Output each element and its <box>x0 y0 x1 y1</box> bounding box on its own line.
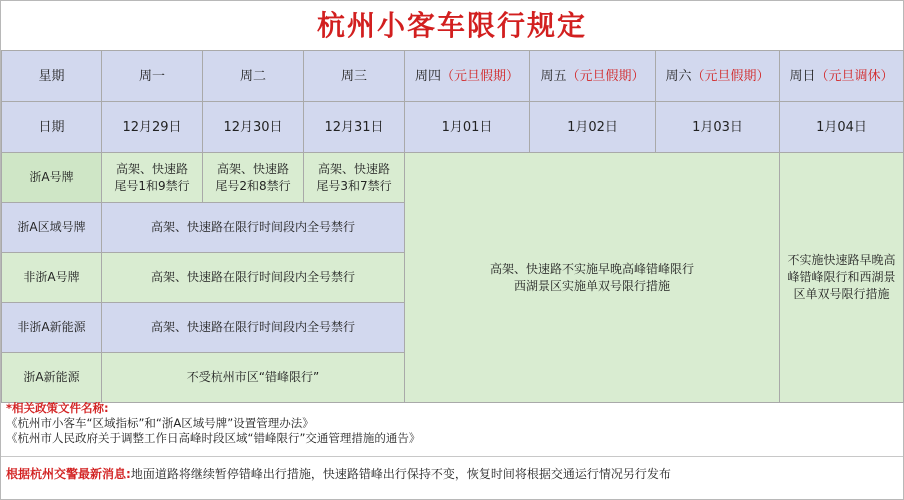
date-cell: 1月02日 <box>530 102 656 153</box>
zhe-a-nev-rule: 不受杭州市区“错峰限行” <box>102 353 405 403</box>
date-cell: 1月04日 <box>780 102 904 153</box>
weekday-wed: 周三 <box>304 51 405 102</box>
latest-news <box>6 466 896 482</box>
zhe-a-region-rule: 高架、快速路在限行时间段内全号禁行 <box>102 203 405 253</box>
divider <box>1 456 903 457</box>
holiday-rule-block: 高架、快速路不实施早晚高峰错峰限行 西湖景区实施单双号限行措施 <box>405 153 780 403</box>
date-cell: 12月30日 <box>203 102 304 153</box>
non-zhe-a-nev-rule: 高架、快速路在限行时间段内全号禁行 <box>102 303 405 353</box>
zhe-a-region-label: 浙A区域号牌 <box>2 203 102 253</box>
zhe-a-row <box>2 153 904 203</box>
weekday-mon: 周一 <box>102 51 203 102</box>
zhe-a-nev-label: 浙A新能源 <box>2 353 102 403</box>
policy-document-item: 《杭州市小客车“区域指标”和“浙A区域号牌”设置管理办法》 <box>6 416 314 430</box>
date-cell: 1月03日 <box>656 102 780 153</box>
weekday-sat: 周六（元旦假期） <box>656 51 780 102</box>
date-label: 日期 <box>2 102 102 153</box>
policy-notes <box>6 401 896 446</box>
latest-news-heading: 根据杭州交警最新消息: <box>6 467 131 481</box>
non-zhe-a-rule: 高架、快速路在限行时间段内全号禁行 <box>102 253 405 303</box>
weekday-header-row <box>2 51 904 102</box>
zhe-a-mon-rule: 高架、快速路 尾号1和9禁行 <box>102 153 203 203</box>
weekday-header-label: 星期 <box>2 51 102 102</box>
non-zhe-a-label: 非浙A号牌 <box>2 253 102 303</box>
date-cell: 1月01日 <box>405 102 530 153</box>
date-cell: 12月31日 <box>304 102 405 153</box>
latest-news-text: 地面道路将继续暂停错峰出行措施，快速路错峰出行保持不变，恢复时间将根据交通运行情况另行发布 <box>130 467 671 481</box>
non-zhe-a-nev-label: 非浙A新能源 <box>2 303 102 353</box>
weekday-thu: 周四（元旦假期） <box>405 51 530 102</box>
policy-document-item: 《杭州市人民政府关于调整工作日高峰时段区域“错峰限行”交通管理措施的通告》 <box>6 431 421 445</box>
sunday-rule-block: 不实施快速路早晚高 峰错峰限行和西湖景 区单双号限行措施 <box>780 153 904 403</box>
zhe-a-wed-rule: 高架、快速路 尾号3和7禁行 <box>304 153 405 203</box>
date-row <box>2 102 904 153</box>
weekday-sun: 周日（元旦调休） <box>780 51 904 102</box>
restriction-table <box>1 50 904 403</box>
weekday-fri: 周五（元旦假期） <box>530 51 656 102</box>
zhe-a-label: 浙A号牌 <box>2 153 102 203</box>
policy-notes-heading: *相关政策文件名称: <box>6 401 109 415</box>
page-title: 杭州小客车限行规定 <box>316 9 587 42</box>
date-cell: 12月29日 <box>102 102 203 153</box>
weekday-tue: 周二 <box>203 51 304 102</box>
zhe-a-tue-rule: 高架、快速路 尾号2和8禁行 <box>203 153 304 203</box>
